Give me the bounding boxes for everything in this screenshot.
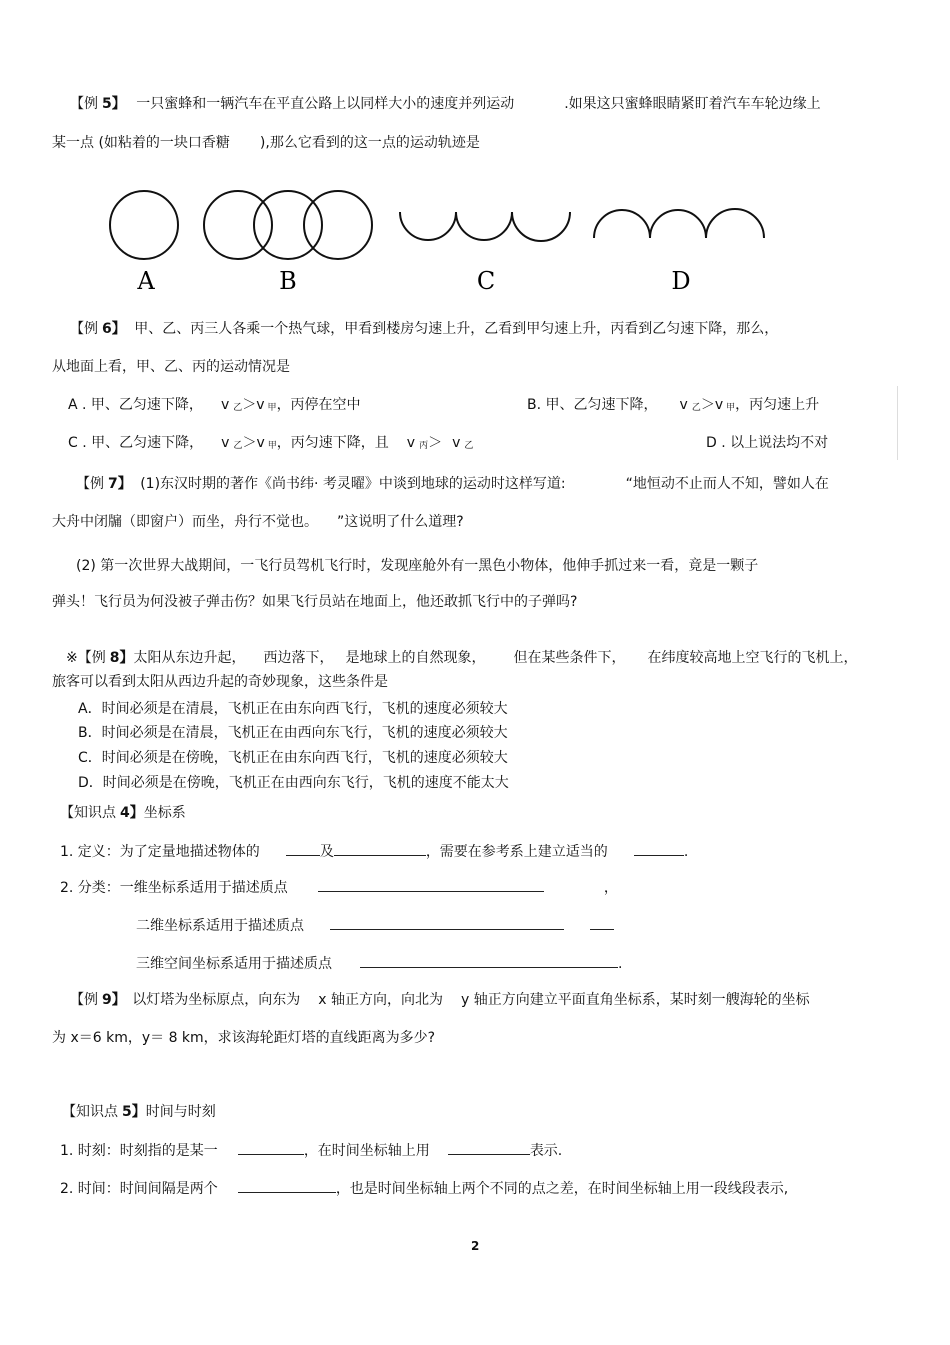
example-7-number: 7】 [108, 476, 132, 492]
option-c-tail: ，丙匀速下降，且 [276, 435, 389, 451]
option-c-sub1: 乙 [233, 441, 243, 451]
example-7-line-1 [76, 474, 829, 494]
kp5-number: 5】 [122, 1104, 146, 1120]
knowledge-point-4-heading [60, 803, 186, 823]
option-c-sub4: 乙 [464, 441, 474, 451]
option-b-sub2: 甲 [726, 403, 736, 413]
option-a-v1: v [220, 397, 230, 413]
example-6-line-1 [70, 319, 778, 339]
option-a-sub1: 乙 [233, 403, 243, 413]
kp4-item1-text-a: 1. 定义：为了定量地描述物体的 [60, 844, 260, 860]
kp5-item1-text-a: 1. 时刻：时刻指的是某一 [60, 1143, 218, 1159]
option-b-v1: v [679, 397, 688, 413]
option-b-compare: ＞v [700, 397, 724, 413]
option-c-sub2: 甲 [267, 441, 277, 451]
example-7-text-a: (1)东汉时期的著作《尚书纬· 考灵曜》中谈到地球的运动时这样写道: [140, 476, 566, 492]
example-6-option-a [68, 395, 361, 418]
blank-line [360, 953, 618, 968]
knowledge-point-4-item-2 [60, 877, 618, 898]
example-6-tag: 【例 [70, 321, 98, 337]
figure-label-c: C [476, 267, 496, 295]
example-6-option-d: D . 以上说法均不对 [706, 435, 829, 451]
example-5-line-2 [52, 133, 480, 153]
option-c-text: C . 甲、乙匀速下降， [68, 435, 204, 451]
example-7-text-d: ”这说明了什么道理? [337, 514, 464, 530]
example-7-tag: 【例 [76, 476, 104, 492]
blank-line [318, 877, 544, 892]
figure-b-circle-1 [204, 191, 272, 259]
blank-line [590, 915, 614, 930]
kp5-item1-text-b: ，在时间坐标轴上用 [303, 1143, 430, 1159]
trajectory-figure [0, 180, 800, 300]
kp5-item2-text-b: ，也是时间坐标轴上两个不同的点之差，在时间坐标轴上用一段线段表示, [335, 1181, 789, 1197]
example-7-part-2-line-1: (2) 第一次世界大战期间，一飞行员驾机飞行时，发现座舱外有一黑色小物体，他伸手抓过来一看，竟是一颗子 [76, 558, 759, 574]
blank-line [448, 1140, 530, 1155]
kp4-item2-text: 2. 分类：一维坐标系适用于描述质点 [60, 880, 288, 896]
figure-c-curve [400, 212, 570, 241]
example-8-option-b: B．时间必须是在清晨，飞机正在由西向东飞行，飞机的速度必须较大 [78, 725, 508, 741]
kp5-title: 时间与时刻 [145, 1104, 216, 1120]
example-8-line-2: 旅客可以看到太阳从西边升起的奇妙现象，这些条件是 [52, 674, 388, 690]
option-b-sub1: 乙 [691, 403, 701, 413]
example-7-part-2-line-2: 弹头！飞行员为何没被子弹击伤？如果飞行员站在地面上，他还敢抓飞行中的子弹吗? [52, 594, 578, 610]
knowledge-point-5-item-1 [60, 1140, 562, 1161]
example-5-number: 5】 [102, 96, 126, 112]
kp5-item1-text-c: 表示. [529, 1143, 563, 1159]
example-9-line-1 [70, 990, 810, 1010]
example-8-text-a: 太阳从东边升起， [133, 650, 246, 666]
option-b-text: B. 甲、乙匀速下降， [527, 397, 658, 413]
example-9-text-a: 以灯塔为坐标原点，向东为 [132, 992, 301, 1008]
option-c-v2: v [406, 435, 416, 451]
kp4-item1-text-b: 及 [319, 844, 334, 860]
example-9-text-c: y 轴正方向建立平面直角坐标系，某时刻一艘海轮的坐标 [460, 992, 810, 1008]
knowledge-point-4-item-3 [136, 915, 614, 936]
example-8-text-c: 是地球上的自然现象， [345, 650, 486, 666]
kp4-title: 坐标系 [143, 805, 186, 821]
example-8-option-d: D．时间必须是在傍晚，飞机正在由西向东飞行，飞机的速度不能太大 [78, 775, 509, 791]
option-c-v3: v [452, 435, 461, 451]
example-6-line-2: 从地面上看，甲、乙、丙的运动情况是 [52, 359, 290, 375]
example-6-option-c [68, 433, 473, 456]
kp4-item4-period: . [618, 956, 623, 972]
example-8-option-a: A．时间必须是在清晨，飞机正在由东向西飞行，飞机的速度必须较大 [78, 701, 508, 717]
figure-label-a: A [137, 267, 155, 295]
example-8-text-b: 西边落下， [263, 650, 334, 666]
figure-label-d: D [671, 267, 691, 295]
figure-a-circle [110, 191, 178, 259]
option-b-tail: ，丙匀速上升 [735, 397, 820, 413]
knowledge-point-4-item-4 [136, 953, 622, 974]
knowledge-point-5-item-2 [60, 1178, 788, 1199]
option-a-sub2: 甲 [267, 403, 277, 413]
kp4-number: 4】 [120, 805, 144, 821]
kp5-head-a: 【知识点 [62, 1104, 118, 1120]
blank-line [330, 915, 564, 930]
knowledge-point-5-heading [62, 1102, 216, 1122]
kp4-head-a: 【知识点 [60, 805, 116, 821]
example-8-number: 8】 [109, 650, 134, 666]
figure-d-curve [594, 209, 764, 238]
example-9-number: 9】 [102, 992, 126, 1008]
example-8-tag: ※【例 [66, 650, 106, 666]
option-c-sub3: 丙 [419, 441, 429, 451]
example-7-text-b: “地恒动不止而人不知，譬如人在 [625, 476, 829, 492]
example-7-text-c: 大舟中闭牖（即窗户）而坐，舟行不觉也。 [52, 514, 311, 530]
figure-label-b: B [279, 267, 297, 295]
figure-b-circle-3 [304, 191, 372, 259]
example-8-option-c: C．时间必须是在傍晚，飞机正在由东向西飞行，飞机的速度必须较大 [78, 750, 508, 766]
example-8-text-e: 在纬度较高地上空飞行的飞机上， [647, 650, 858, 666]
kp4-item1-text-c: ，需要在参考系上建立适当的 [425, 844, 608, 860]
blank-line [634, 841, 684, 856]
example-6-number: 6】 [102, 321, 126, 337]
kp4-item4-text: 三维空间坐标系适用于描述质点 [136, 956, 332, 972]
example-5-text-c: 某一点 (如粘着的一块口香糖 [52, 135, 230, 151]
example-9-line-2: 为 x＝6 km，y＝ 8 km，求该海轮距灯塔的直线距离为多少? [52, 1030, 436, 1046]
figure-b-circle-2 [254, 191, 322, 259]
example-8-line-1 [66, 648, 857, 668]
option-c-compare: ＞v [242, 435, 265, 451]
blank-line [334, 841, 426, 856]
example-6-text: 甲、乙、丙三人各乘一个热气球，甲看到楼房匀速上升，乙看到甲匀速上升，丙看到乙匀速下降，那么， [134, 321, 779, 337]
option-c-v1: v [221, 435, 230, 451]
example-6-option-b [527, 395, 819, 418]
blank-line [238, 1178, 336, 1193]
example-5-text-a: 一只蜜蜂和一辆汽车在平直公路上以同样大小的速度并列运动 [136, 96, 515, 112]
example-8-text-d: 但在某些条件下， [513, 650, 626, 666]
example-5-text-b: .如果这只蜜蜂眼睛紧盯着汽车车轮边缘上 [564, 96, 821, 112]
blank-line [286, 841, 320, 856]
example-5-tag: 【例 [70, 96, 98, 112]
kp4-item2-comma: ， [603, 880, 618, 896]
example-7-line-2 [52, 512, 464, 532]
example-9-tag: 【例 [70, 992, 98, 1008]
option-box-border [897, 386, 898, 460]
example-9-text-b: x 轴正方向，向北为 [318, 992, 443, 1008]
option-c-compare-2: ＞ [428, 435, 443, 451]
option-a-tail: ，丙停在空中 [276, 397, 361, 413]
kp4-item3-text: 二维坐标系适用于描述质点 [136, 918, 304, 934]
option-a-compare: ＞v [242, 397, 265, 413]
option-a-text: A . 甲、乙匀速下降， [68, 397, 203, 413]
kp4-item1-text-d: . [683, 844, 689, 860]
blank-line [238, 1140, 304, 1155]
page-number: 2 [471, 1239, 480, 1253]
knowledge-point-4-item-1 [60, 841, 688, 862]
example-5-line-1 [70, 94, 821, 114]
kp5-item2-text-a: 2. 时间：时间间隔是两个 [60, 1181, 218, 1197]
example-5-text-d: ),那么它看到的这一点的运动轨迹是 [259, 135, 480, 151]
